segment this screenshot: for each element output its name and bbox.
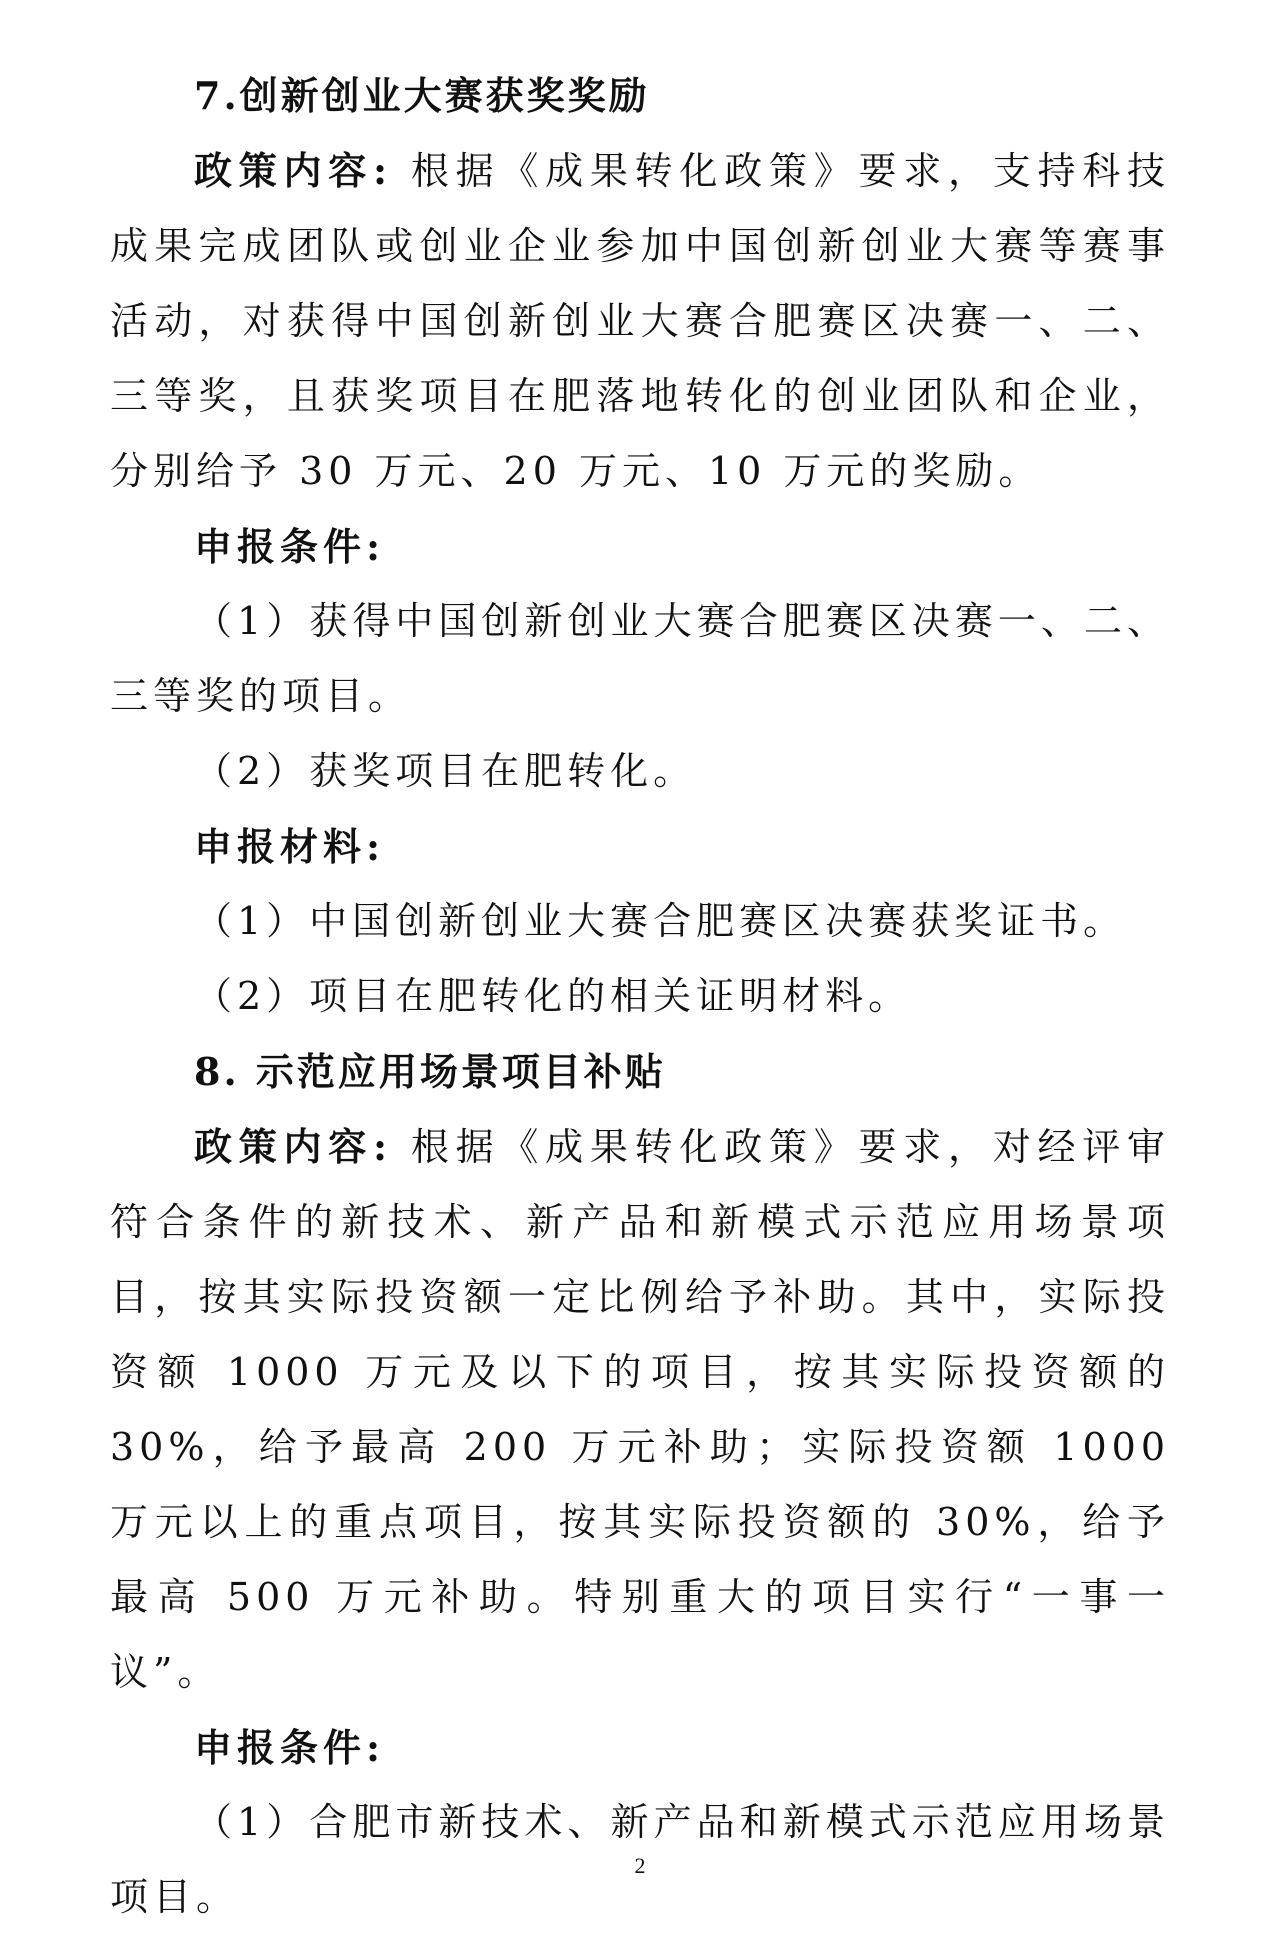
section7-policy	[110, 133, 1170, 509]
section8-policy-label: 政策内容:	[194, 1124, 393, 1169]
section8-policy	[110, 1109, 1170, 1710]
section7-materials-label: 申报材料:	[194, 824, 386, 869]
section8-policy-text: 根据《成果转化政策》要求，对经评审符合条件的新技术、新产品和新模式示范应用场景项目，按其实际投资额一定比例给予补助。其中，实际投资额 1000 万元及以下的项目，按其实际投资额的 30%，给予最高 200 万元补助；实际投资额 1000 万元以上的重点项目，按其实际投资额的 30%，给予最高 500 万元补助。特别重大的项目实行“一事一议”。	[110, 1125, 1170, 1694]
section7-material-2: （2）项目在肥转化的相关证明材料。	[194, 974, 912, 1018]
page-number: 2	[634, 1853, 646, 1878]
section7-condition-1: （1）获得中国创新创业大赛合肥赛区决赛一、二、三等奖的项目。	[110, 599, 1170, 718]
section8-condition-1: （1）合肥市新技术、新产品和新模式示范应用场景项目。	[110, 1800, 1170, 1919]
section7-material-1: （1）中国创新创业大赛合肥赛区决赛获奖证书。	[194, 899, 1127, 943]
section7-condition-2: （2）获奖项目在肥转化。	[194, 749, 697, 793]
section8-conditions-label: 申报条件:	[194, 1725, 386, 1770]
section8-heading: 8. 示范应用场景项目补贴	[194, 1049, 666, 1094]
section7-conditions-label: 申报条件:	[194, 524, 386, 569]
document-page	[110, 58, 1170, 1935]
section7-heading: 7.创新创业大赛获奖奖励	[194, 73, 650, 118]
section7-policy-label: 政策内容:	[194, 148, 393, 193]
section7-policy-text: 根据《成果转化政策》要求，支持科技成果完成团队或创业企业参加中国创新创业大赛等赛事活动，对获得中国创新创业大赛合肥赛区决赛一、二、三等奖，且获奖项目在肥落地转化的创业团队和企业，分别给予 30 万元、20 万元、10 万元的奖励。	[110, 149, 1170, 493]
